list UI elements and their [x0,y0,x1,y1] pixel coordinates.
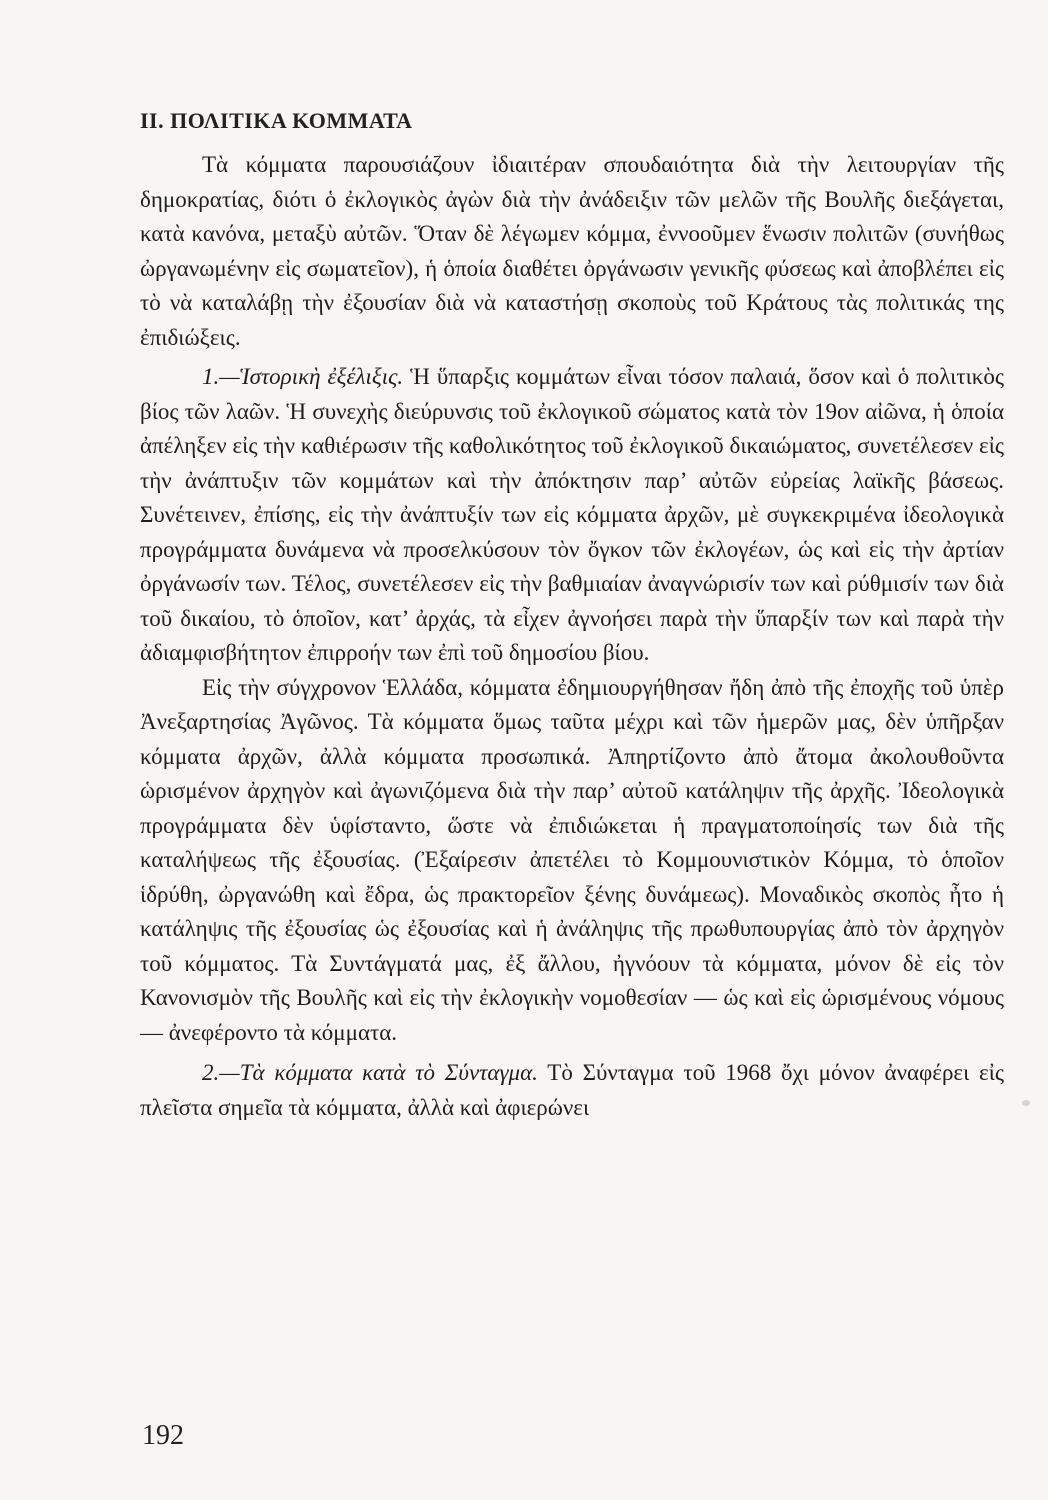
subsection-label-constitution: 2.—Τὰ κόμματα κατὰ τὸ Σύνταγμα. [202,1060,538,1085]
section-heading: ΙΙ. ΠΟΛΙΤΙΚΑ ΚΟΜΜΑΤΑ [140,108,413,133]
paragraph-historical-evolution [140,360,1004,671]
paragraph-intro: Τὰ κόμματα παρουσιάζουν ἰδιαιτέραν σπουδαιότητα διὰ τὴν λειτουργίαν τῆς δημοκρατίας, διότι ὁ ἐκλογικὸς ἀγὼν διὰ τὴν ἀνάδειξιν τῶν μελῶν τῆς Βουλῆς διεξάγεται, κατὰ κανόνα, μεταξὺ αὐτῶν. Ὅταν δὲ λέγωμεν κόμμα, ἐννοοῦμεν ἕνωσιν πολιτῶν (συνήθως ὠργανωμένην εἰς σωματεῖον), ἡ ὁποία διαθέτει ὀργάνωσιν γενικῆς φύσεως καὶ ἀποβλέπει εἰς τὸ νὰ καταλάβῃ τὴν ἐξουσίαν διὰ νὰ καταστήσῃ σκοποὺς τοῦ Κράτους τὰς πολιτικάς της ἐπιδιώξεις. [140,152,1004,350]
paragraph-modern-greece: Εἰς τὴν σύγχρονον Ἑλλάδα, κόμματα ἐδημιουργήθησαν ἤδη ἀπὸ τῆς ἐποχῆς τοῦ ὑπὲρ Ἀνεξαρτησίας Ἀγῶνος. Τὰ κόμματα ὅμως ταῦτα μέχρι καὶ τῶν ἡμερῶν μας, δὲν ὑπῆρξαν κόμματα ἀρχῶν, ἀλλὰ κόμματα προσωπικά. Ἀπηρτίζοντο ἀπὸ ἄτομα ἀκολουθοῦντα ὡρισμένον ἀρχηγὸν καὶ ἀγωνιζόμενα διὰ τὴν παρ’ αὐτοῦ κατάληψιν τῆς ἀρχῆς. Ἰδεολογικὰ προγράμματα δὲν ὑφίσταντο, ὥστε νὰ ἐπιδιώκεται ἡ πραγματοποίησίς των διὰ τῆς καταλήψεως τῆς ἐξουσίας. (Ἐξαίρεσιν ἀπετέλει τὸ Κομμουνιστικὸν Κόμμα, τὸ ὁποῖον ἱδρύθη, ὠργανώθη καὶ ἔδρα, ὡς πρακτορεῖον ξένης δυνάμεως). Μοναδικὸς σκοπὸς ἦτο ἡ κατάληψις τῆς ἐξουσίας ὡς ἐξουσίας καὶ ἡ ἀνάληψις τῆς πρωθυπουργίας ἀπὸ τὸν ἀρχηγὸν τοῦ κόμματος. Τὰ Συντάγματά μας, ἐξ ἄλλου, ἠγνόουν τὰ κόμματα, μόνον δὲ εἰς τὸν Κανονισμὸν τῆς Βουλῆς καὶ εἰς τὴν ἐκλογικὴν νομοθεσίαν — ὡς καὶ εἰς ὡρισμένους νόμους — ἀνεφέροντο τὰ κόμματα. [140,674,1004,1045]
paragraph-historical-text: Ἡ ὕπαρξις κομμάτων εἶναι τόσον παλαιά, ὅσον καὶ ὁ πολιτικὸς βίος τῶν λαῶν. Ἡ συνεχὴς διεύρυνσις τοῦ ἐκλογικοῦ σώματος κατὰ τὸν 19ον αἰῶνα, ἡ ὁποία ἀπέληξεν εἰς τὴν καθιέρωσιν τῆς καθολικότητος τοῦ ἐκλογικοῦ δικαιώματος, συνετέλεσεν εἰς τὴν ἀνάπτυξιν τῶν κομμάτων καὶ τὴν ἀπόκτησιν παρ’ αὐτῶν εὐρείας λαϊκῆς βάσεως. Συνέτεινεν, ἐπίσης, εἰς τὴν ἀνάπτυξίν των εἰς κόμματα ἀρχῶν, μὲ συγκεκριμένα ἰδεολογικὰ προγράμματα δυνάμενα νὰ προσελκύσουν τὸν ὄγκον τῶν ἐκλογέων, ὡς καὶ εἰς τὴν ἀρτίαν ὀργάνωσίν των. Τέλος, συνετέλεσεν εἰς τὴν βαθμιαίαν ἀναγνώρισίν των καὶ ρύθμισίν των διὰ τοῦ δικαίου, τὸ ὁποῖον, κατ’ ἀρχάς, τὰ εἶχεν ἀγνοήσει παρὰ τὴν ὕπαρξίν των καὶ παρὰ τὴν ἀδιαμφισβήτητον ἐπιρροήν των ἐπὶ τοῦ δημοσίου βίου. [140,364,1004,665]
body-text [140,138,1004,1125]
page-number: 192 [142,1420,184,1451]
paper-smudge [1022,1100,1030,1106]
subsection-label-historical: 1.—Ἱστορικὴ ἐξέλιξις. [202,364,404,389]
paragraph-constitution [140,1056,1004,1125]
paragraph-constitution-text: Τὸ Σύνταγμα τοῦ 1968 ὄχι μόνον ἀναφέρει εἰς πλεῖστα σημεῖα τὰ κόμματα, ἀλλὰ καὶ ἀφιερώνει [140,1060,1004,1120]
